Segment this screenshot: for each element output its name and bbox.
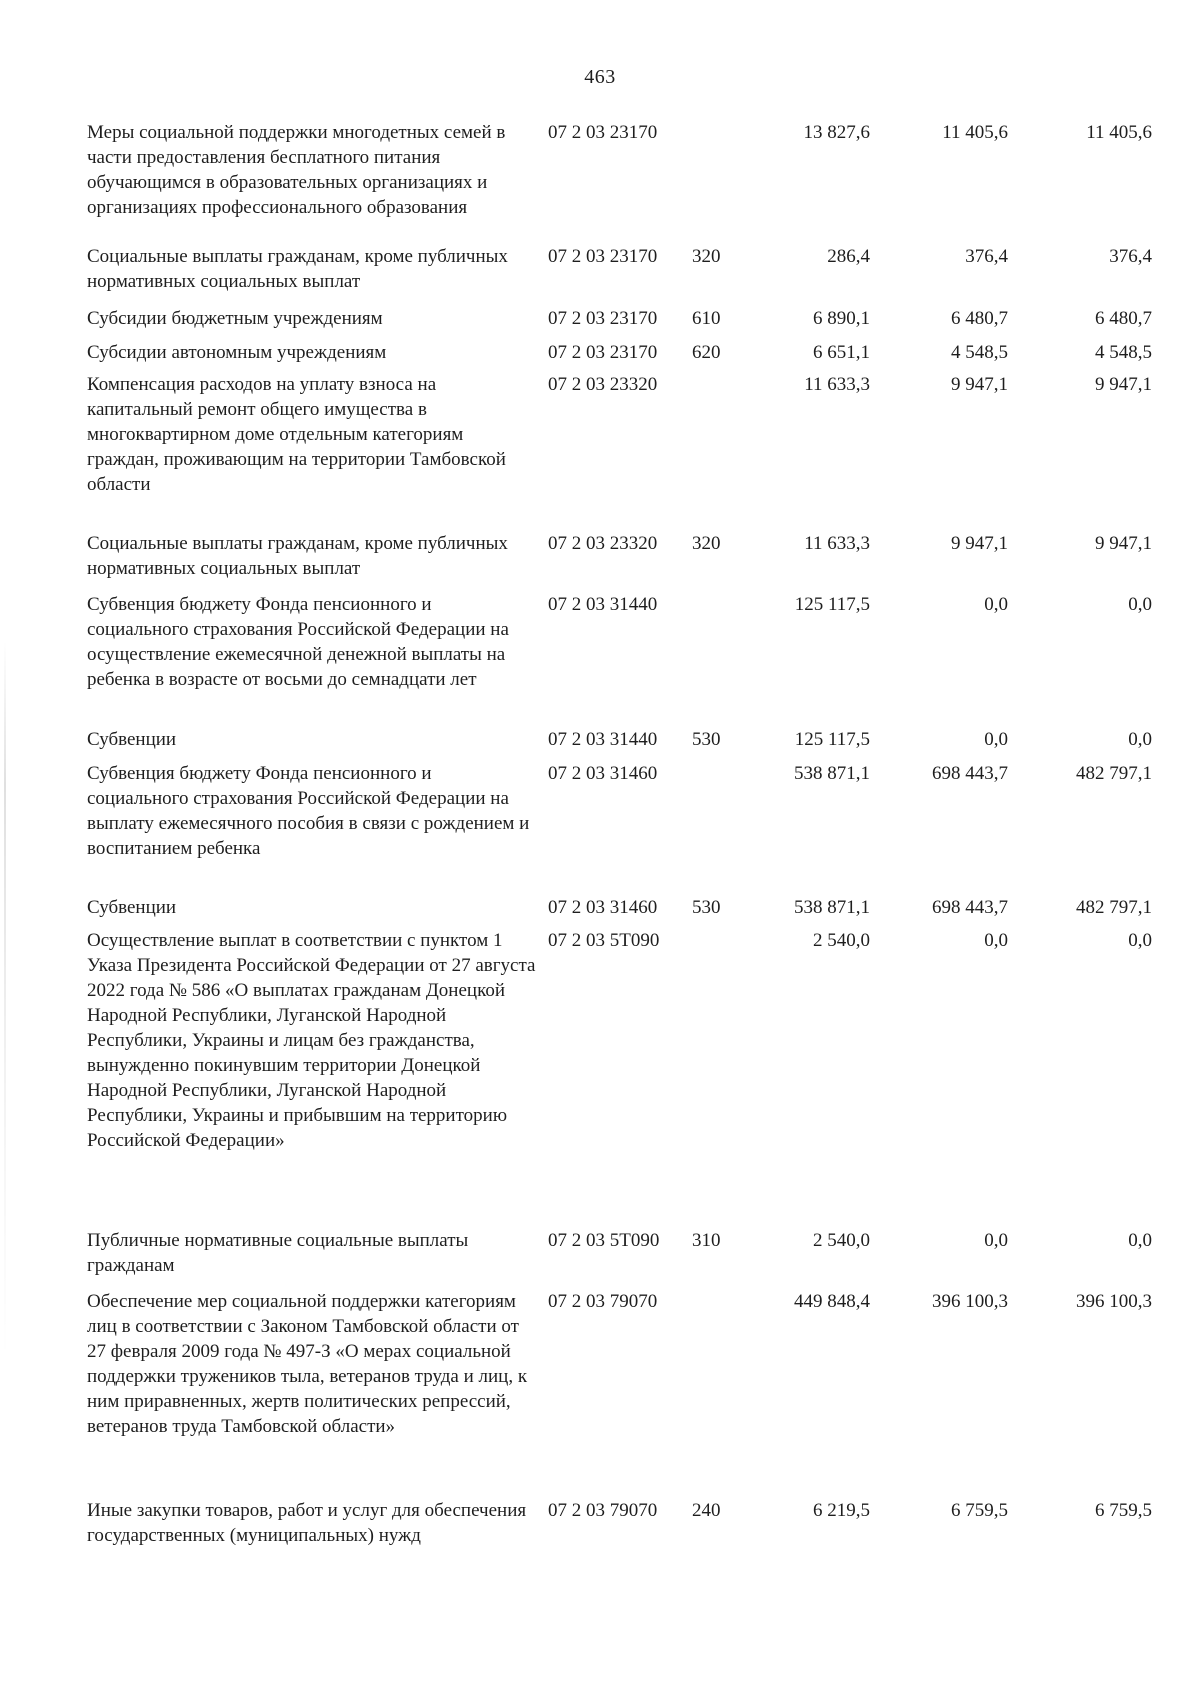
row-expense-type: 530 (692, 897, 721, 918)
row-value-year-3: 4 548,5 (1095, 342, 1152, 363)
row-description: Обеспечение мер социальной поддержки категориям лиц в соответствии с Законом Тамбовской области от 27 февраля 2009 года № 497-З «О мерах социальной поддержки тружеников тыла, ветеранов труда и лиц, к ним приравненных, жертв политических репрессий, ветеранов труда Тамбовской области» (87, 1291, 528, 1437)
row-target-code: 07 2 03 31460 (548, 897, 658, 918)
row-target-code: 07 2 03 79070 (548, 1291, 658, 1312)
row-value-year-3: 9 947,1 (1095, 374, 1152, 395)
row-description: Социальные выплаты гражданам, кроме публичных нормативных социальных выплат (87, 533, 508, 579)
row-value-year-1: 2 540,0 (813, 930, 870, 951)
row-value-year-1: 13 827,6 (803, 122, 870, 143)
row-value-year-2: 9 947,1 (951, 533, 1008, 554)
scan-edge-mark (4, 640, 6, 1360)
row-target-code: 07 2 03 23170 (548, 308, 658, 329)
row-value-year-3: 0,0 (1128, 930, 1152, 951)
row-target-code: 07 2 03 23320 (548, 374, 658, 395)
row-value-year-1: 449 848,4 (794, 1291, 870, 1312)
row-value-year-2: 9 947,1 (951, 374, 1008, 395)
row-target-code: 07 2 03 23320 (548, 533, 658, 554)
row-target-code: 07 2 03 79070 (548, 1500, 658, 1521)
row-value-year-1: 286,4 (827, 246, 870, 267)
row-value-year-3: 0,0 (1128, 729, 1152, 750)
row-value-year-1: 125 117,5 (794, 594, 870, 615)
row-value-year-2: 698 443,7 (932, 763, 1008, 784)
row-value-year-2: 6 759,5 (951, 1500, 1008, 1521)
row-target-code: 07 2 03 5Т090 (548, 930, 660, 951)
row-description: Субвенция бюджету Фонда пенсионного и социального страхования Российской Федерации на осуществление ежемесячной денежной выплаты на ребенка в возрасте от восьми до семнадцати лет (87, 594, 509, 690)
page-number: 463 (584, 66, 616, 88)
row-expense-type: 240 (692, 1500, 721, 1521)
row-target-code: 07 2 03 23170 (548, 246, 658, 267)
row-value-year-2: 0,0 (984, 594, 1008, 615)
row-expense-type: 610 (692, 308, 721, 329)
row-value-year-2: 396 100,3 (932, 1291, 1008, 1312)
row-target-code: 07 2 03 23170 (548, 342, 658, 363)
row-expense-type: 320 (692, 246, 721, 267)
row-value-year-3: 9 947,1 (1095, 533, 1152, 554)
row-value-year-2: 376,4 (965, 246, 1008, 267)
row-description: Субвенции (87, 897, 177, 918)
row-value-year-3: 6 759,5 (1095, 1500, 1152, 1521)
row-value-year-2: 0,0 (984, 729, 1008, 750)
row-description: Компенсация расходов на уплату взноса на капитальный ремонт общего имущества в многоквартирном доме отдельным категориям граждан, проживающим на территории Тамбовской области (87, 374, 506, 495)
row-value-year-1: 6 651,1 (813, 342, 870, 363)
row-value-year-3: 482 797,1 (1076, 897, 1152, 918)
row-expense-type: 320 (692, 533, 721, 554)
row-value-year-1: 538 871,1 (794, 763, 870, 784)
row-description: Субвенции (87, 729, 177, 750)
row-value-year-3: 0,0 (1128, 1230, 1152, 1251)
row-expense-type: 310 (692, 1230, 721, 1251)
row-value-year-1: 538 871,1 (794, 897, 870, 918)
row-value-year-3: 6 480,7 (1095, 308, 1152, 329)
row-value-year-2: 0,0 (984, 1230, 1008, 1251)
row-value-year-1: 11 633,3 (804, 533, 870, 554)
row-description: Иные закупки товаров, работ и услуг для обеспечения государственных (муниципальных) нужд (87, 1500, 527, 1546)
row-value-year-2: 0,0 (984, 930, 1008, 951)
row-value-year-1: 2 540,0 (813, 1230, 870, 1251)
row-description: Публичные нормативные социальные выплаты гражданам (87, 1230, 469, 1276)
row-target-code: 07 2 03 31460 (548, 763, 658, 784)
row-value-year-1: 125 117,5 (794, 729, 870, 750)
row-target-code: 07 2 03 5Т090 (548, 1230, 660, 1251)
row-description: Меры социальной поддержки многодетных семей в части предоставления бесплатного питания обучающимся в образовательных организациях и организациях профессионального образования (87, 122, 506, 218)
row-value-year-1: 11 633,3 (804, 374, 870, 395)
row-value-year-2: 11 405,6 (942, 122, 1008, 143)
row-expense-type: 620 (692, 342, 721, 363)
row-description: Субсидии бюджетным учреждениям (87, 308, 383, 329)
row-description: Социальные выплаты гражданам, кроме публичных нормативных социальных выплат (87, 246, 508, 292)
row-target-code: 07 2 03 31440 (548, 594, 658, 615)
row-value-year-3: 482 797,1 (1076, 763, 1152, 784)
row-value-year-3: 0,0 (1128, 594, 1152, 615)
row-value-year-3: 11 405,6 (1086, 122, 1152, 143)
row-target-code: 07 2 03 23170 (548, 122, 658, 143)
row-description: Субсидии автономным учреждениям (87, 342, 387, 363)
row-value-year-3: 396 100,3 (1076, 1291, 1152, 1312)
row-value-year-2: 6 480,7 (951, 308, 1008, 329)
row-value-year-1: 6 219,5 (813, 1500, 870, 1521)
row-description: Субвенция бюджету Фонда пенсионного и социального страхования Российской Федерации на выплату ежемесячного пособия в связи с рождением и воспитанием ребенка (87, 763, 530, 859)
row-description: Осуществление выплат в соответствии с пунктом 1 Указа Президента Российской Федерации от 27 августа 2022 года № 586 «О выплатах гражданам Донецкой Народной Республики, Луганской Народной Республики, Украины и лицам без гражданства, вынужденно покинувшим территории Донецкой Народной Республики, Луганской Народной Республики, Украины и прибывшим на территорию Российской Федерации» (87, 930, 536, 1151)
row-value-year-2: 698 443,7 (932, 897, 1008, 918)
row-value-year-3: 376,4 (1109, 246, 1152, 267)
row-expense-type: 530 (692, 729, 721, 750)
row-target-code: 07 2 03 31440 (548, 729, 658, 750)
row-value-year-2: 4 548,5 (951, 342, 1008, 363)
row-value-year-1: 6 890,1 (813, 308, 870, 329)
